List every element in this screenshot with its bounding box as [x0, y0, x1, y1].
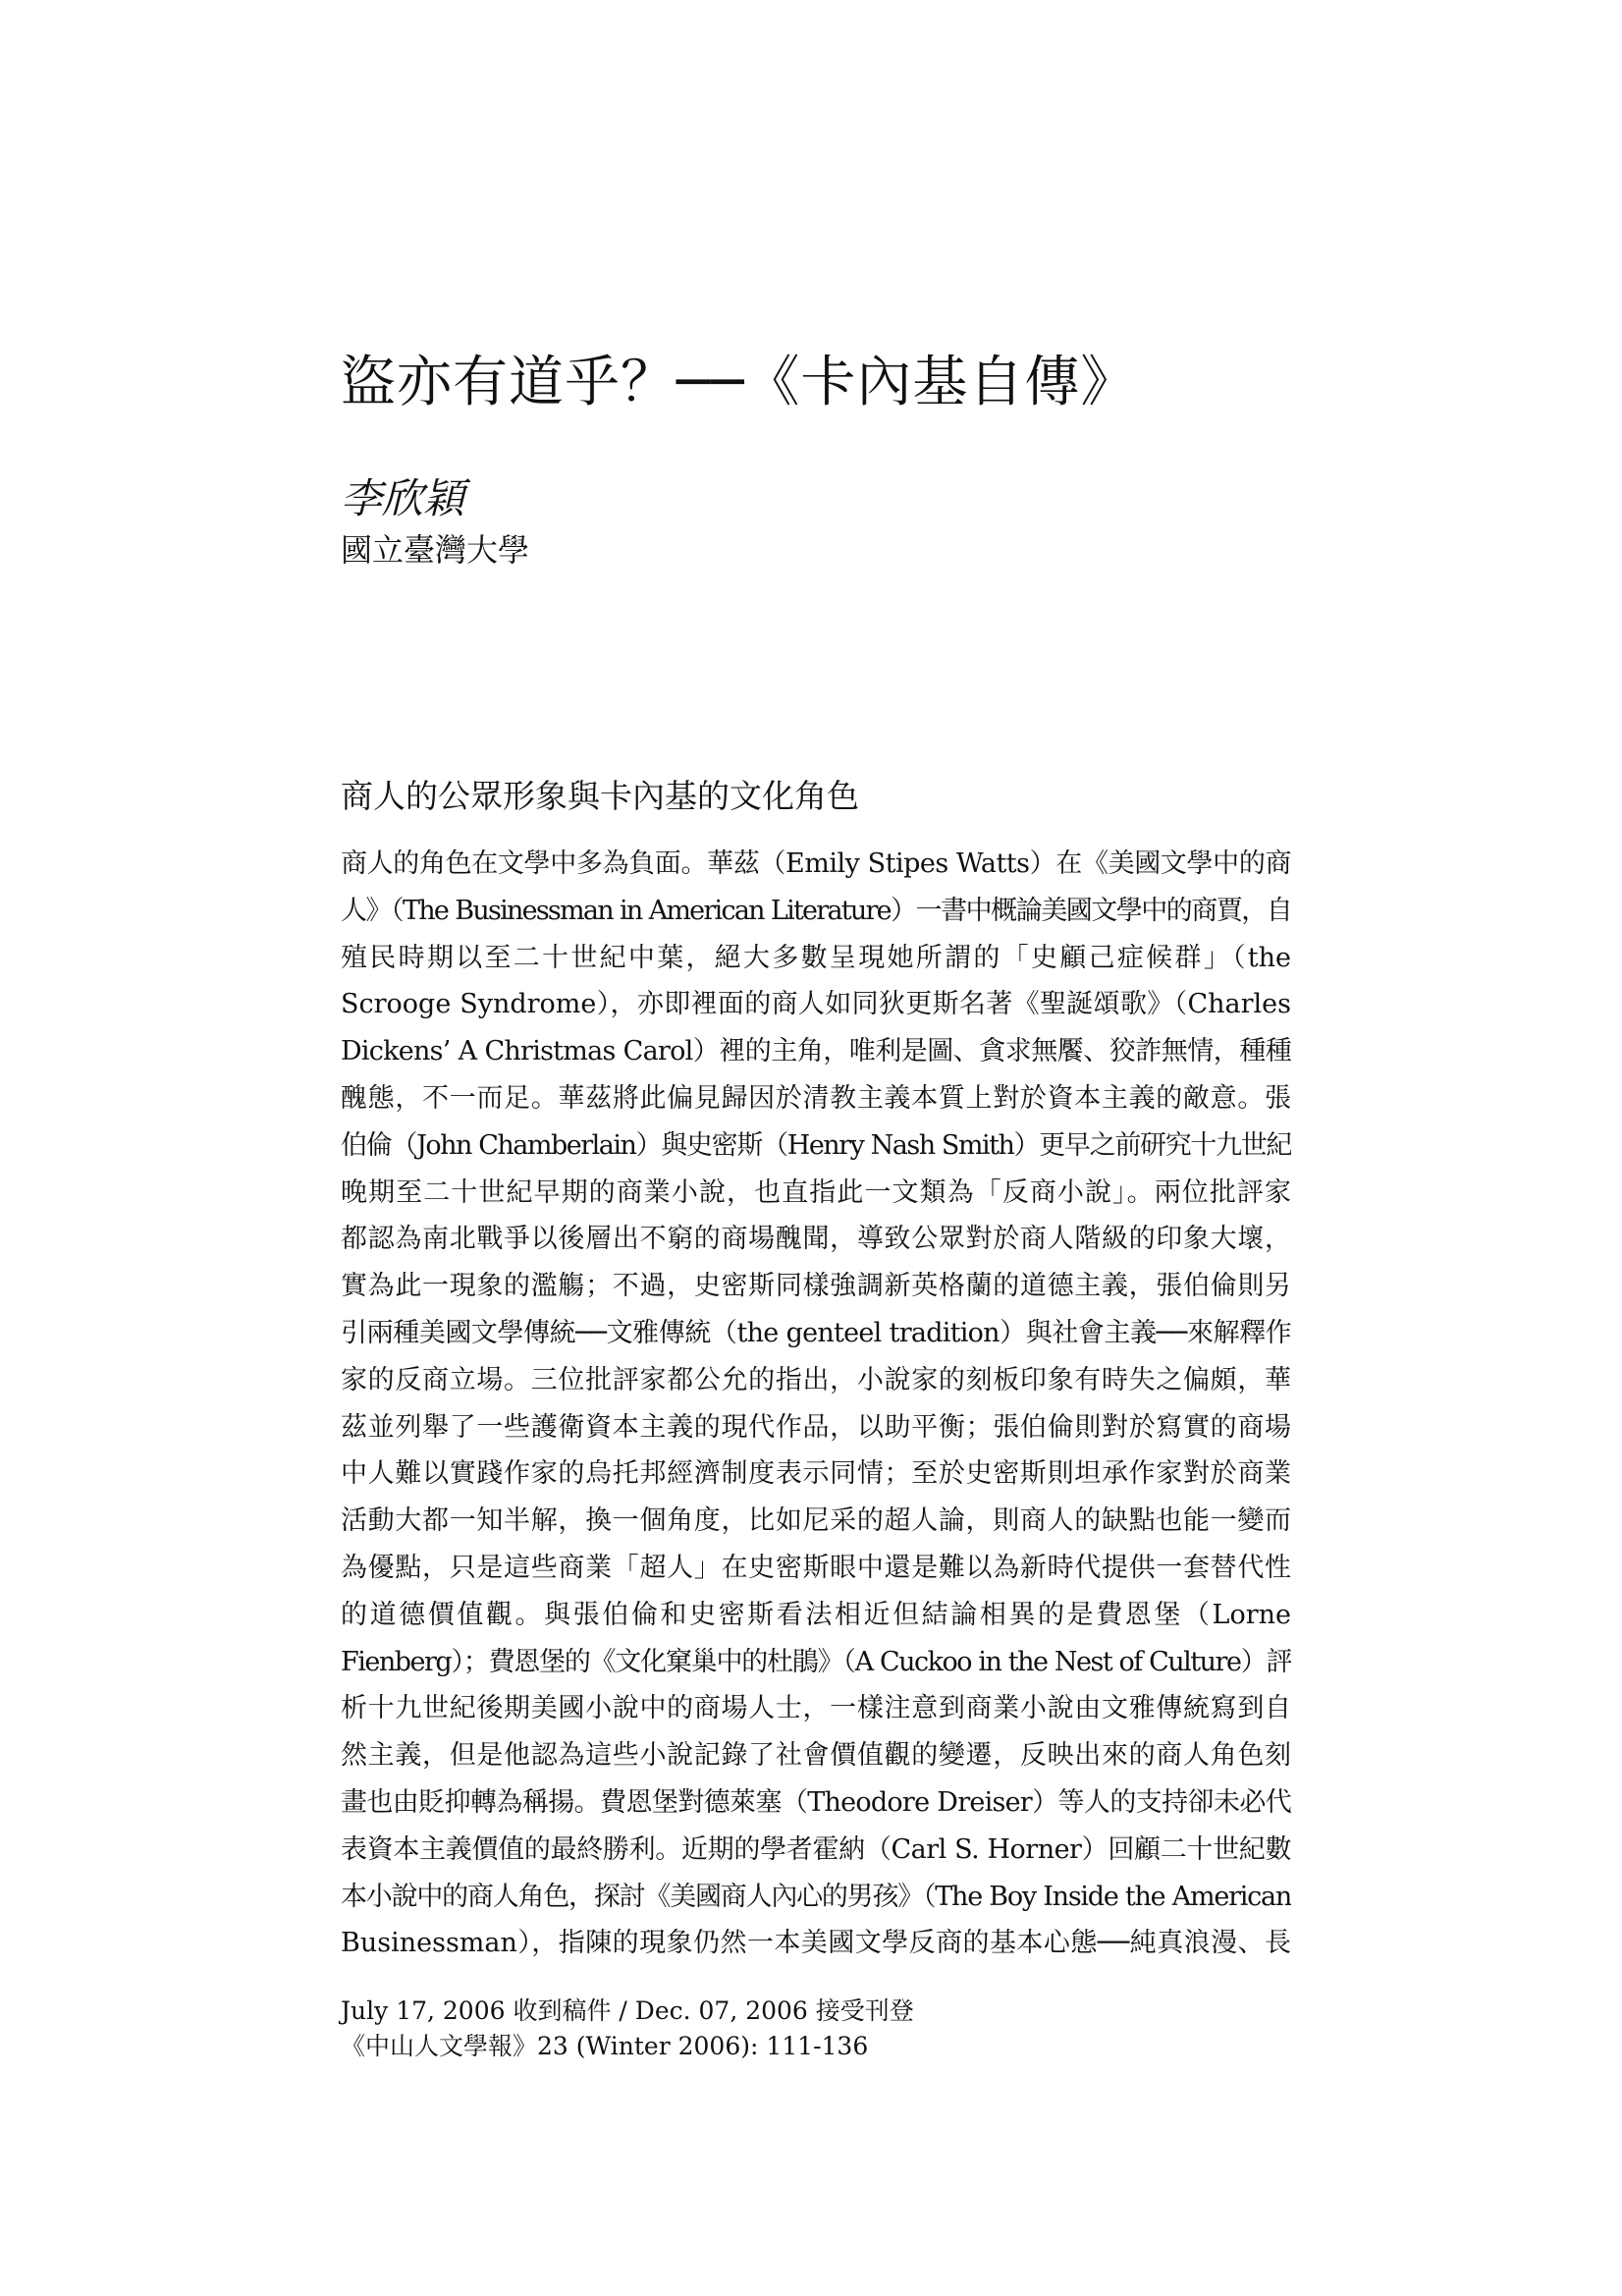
received-accepted-dates: July 17, 2006 收到稿件 / Dec. 07, 2006 接受刊登: [341, 1996, 914, 2025]
body-line: 商人的角色在文學中多為負面。華茲（Emily Stipes Watts）在《美國文學中的商: [341, 848, 1291, 879]
body-text: [341, 841, 1291, 1967]
body-line: 實為此一現象的濫觴；不過，史密斯同樣強調新英格蘭的道德主義，張伯倫則另: [341, 1271, 1291, 1302]
body-line: 晚期至二十世紀早期的商業小說，也直指此一文類為「反商小說」。兩位批評家: [341, 1176, 1291, 1208]
body-line: 的道德價值觀。與張伯倫和史密斯看法相近但結論相異的是費恩堡（Lorne: [341, 1599, 1291, 1630]
body-line: 人》（The Businessman in American Literature）一書中概論美國文學中的商賈，自: [341, 895, 1291, 926]
paper-title: 盜亦有道乎？──《卡內基自傳》: [341, 351, 1137, 414]
body-line: 表資本主義價值的最終勝利。近期的學者霍納（Carl S. Horner）回顧二十世紀數: [341, 1833, 1291, 1865]
body-line: 家的反商立場。三位批評家都公允的指出，小說家的刻板印象有時失之偏頗，華: [341, 1364, 1291, 1395]
author-name: 李欣穎: [341, 474, 465, 522]
body-line: Scrooge Syndrome），亦即裡面的商人如同狄更斯名著《聖誕頌歌》（Charles: [341, 989, 1291, 1020]
body-line: Fienberg）；費恩堡的《文化窠巢中的杜鵑》（A Cuckoo in the Nest of Culture）評: [341, 1646, 1291, 1677]
body-line: 析十九世紀後期美國小說中的商場人士，一樣注意到商業小說由文雅傳統寫到自: [341, 1693, 1291, 1724]
publication-footer: [341, 1994, 914, 2064]
body-line: 引兩種美國文學傳統──文雅傳統（the genteel tradition）與社會主義──來解釋作: [341, 1317, 1291, 1348]
body-line: 醜態，不一而足。華茲將此偏見歸因於清教主義本質上對於資本主義的敵意。張: [341, 1082, 1291, 1114]
body-line: Businessman），指陳的現象仍然一本美國文學反商的基本心態──純真浪漫、長: [341, 1928, 1291, 1959]
author-affiliation: 國立臺灣大學: [341, 531, 530, 569]
journal-citation: 《中山人文學報》23 (Winter 2006): 111-136: [341, 2032, 869, 2060]
body-line: 都認為南北戰爭以後層出不窮的商場醜聞，導致公眾對於商人階級的印象大壞，: [341, 1224, 1291, 1255]
body-line: 活動大都一知半解，換一個角度，比如尼采的超人論，則商人的缺點也能一變而: [341, 1505, 1291, 1537]
body-line: 伯倫（John Chamberlain）與史密斯（Henry Nash Smith）更早之前研究十九世紀: [341, 1129, 1291, 1161]
body-line: 本小說中的商人角色，探討《美國商人內心的男孩》（The Boy Inside the American: [341, 1881, 1291, 1912]
body-line: 中人難以實踐作家的烏托邦經濟制度表示同情；至於史密斯則坦承作家對於商業: [341, 1458, 1291, 1490]
body-line: 殖民時期以至二十世紀中葉，絕大多數呈現她所謂的「史顧己症候群」（the: [341, 942, 1291, 973]
body-line: 為優點，只是這些商業「超人」在史密斯眼中還是難以為新時代提供一套替代性: [341, 1552, 1291, 1583]
section-heading: 商人的公眾形象與卡內基的文化角色: [341, 777, 859, 815]
body-line: 畫也由貶抑轉為稱揚。費恩堡對德萊塞（Theodore Dreiser）等人的支持卻未必代: [341, 1786, 1291, 1818]
body-line: 然主義，但是他認為這些小說記錄了社會價值觀的變遷，反映出來的商人角色刻: [341, 1740, 1291, 1772]
body-line: 茲並列舉了一些護衛資本主義的現代作品，以助平衡；張伯倫則對於寫實的商場: [341, 1411, 1291, 1443]
body-line: Dickens’ A Christmas Carol）裡的主角，唯利是圖、貪求無饜、狡詐無情，種種: [341, 1036, 1291, 1067]
